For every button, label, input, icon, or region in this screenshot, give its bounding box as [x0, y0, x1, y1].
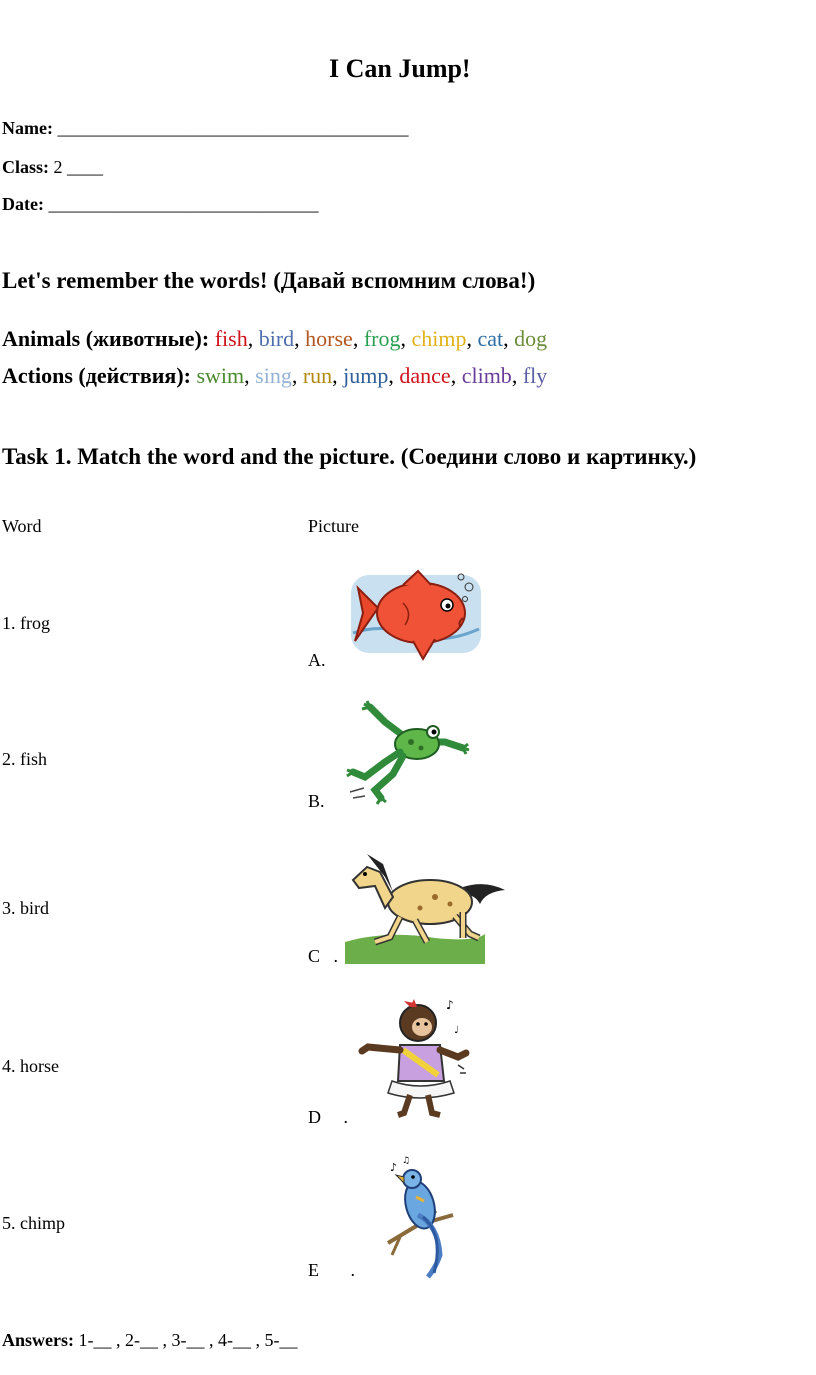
task1-heading: Task 1. Match the word and the picture. (Соедини слово и картинку.) [2, 444, 697, 469]
action-word-sing: sing [255, 363, 292, 388]
column-word-header: Word [2, 516, 42, 536]
svg-text:♪: ♪ [390, 1161, 398, 1174]
chimp-picture [358, 995, 483, 1120]
name-line: _______________________________________ [57, 118, 409, 138]
picture-letter-a: A. [308, 650, 326, 670]
name-label: Name: [2, 118, 53, 138]
class-field [2, 157, 103, 178]
word-item-chimp: 5. chimp [2, 1213, 65, 1233]
animal-word-fish: fish [214, 326, 248, 351]
animals-line [2, 326, 547, 352]
action-word-run: run [302, 363, 333, 388]
picture-letter-c: C . [308, 946, 339, 966]
page-title: I Can Jump! [329, 54, 471, 83]
svg-text:♩: ♩ [454, 1025, 459, 1036]
animal-word-bird: bird [258, 326, 295, 351]
answers-value: 1-__ , 2-__ , 3-__ , 4-__ , 5-__ [78, 1330, 298, 1350]
answers-label: Answers: [2, 1330, 74, 1350]
animals-label: Animals (животные): [2, 326, 210, 351]
name-field [2, 118, 408, 139]
word-item-bird: 3. bird [2, 898, 49, 918]
actions-words: swim, sing, run, jump, dance, climb, fly [196, 363, 548, 388]
action-word-climb: climb [461, 363, 512, 388]
animal-word-chimp: chimp [411, 326, 467, 351]
svg-text:♪: ♪ [446, 998, 454, 1012]
bird-picture [378, 1155, 468, 1280]
date-field [2, 194, 318, 215]
action-word-fly: fly [522, 363, 548, 388]
fish-picture [343, 563, 485, 667]
word-item-frog: 1. frog [2, 613, 50, 633]
animals-words: fish, bird, horse, frog, chimp, cat, dog [214, 326, 548, 351]
column-picture-header: Picture [308, 516, 359, 536]
remember-heading: Let's remember the words! (Давай вспомним слова!) [2, 268, 536, 293]
word-item-fish: 2. fish [2, 749, 47, 769]
actions-label: Actions (действия): [2, 363, 191, 388]
answers-line [2, 1330, 297, 1351]
picture-letter-e: E . [308, 1260, 355, 1280]
animal-word-frog: frog [363, 326, 401, 351]
action-word-jump: jump [343, 363, 389, 388]
date-label: Date: [2, 194, 44, 214]
picture-letter-d: D . [308, 1107, 348, 1127]
date-line: ______________________________ [48, 194, 319, 214]
action-word-dance: dance [399, 363, 451, 388]
animal-word-dog: dog [514, 326, 548, 351]
frog-picture [345, 702, 470, 807]
word-item-horse: 4. horse [2, 1056, 59, 1076]
class-label: Class: [2, 157, 50, 177]
class-value: 2 ____ [53, 157, 104, 177]
picture-letter-b: B. [308, 791, 325, 811]
actions-line [2, 363, 547, 389]
horse-picture [345, 842, 510, 964]
svg-text:♫: ♫ [402, 1156, 411, 1166]
animal-word-cat: cat [477, 326, 504, 351]
animal-word-horse: horse [305, 326, 353, 351]
action-word-swim: swim [196, 363, 245, 388]
